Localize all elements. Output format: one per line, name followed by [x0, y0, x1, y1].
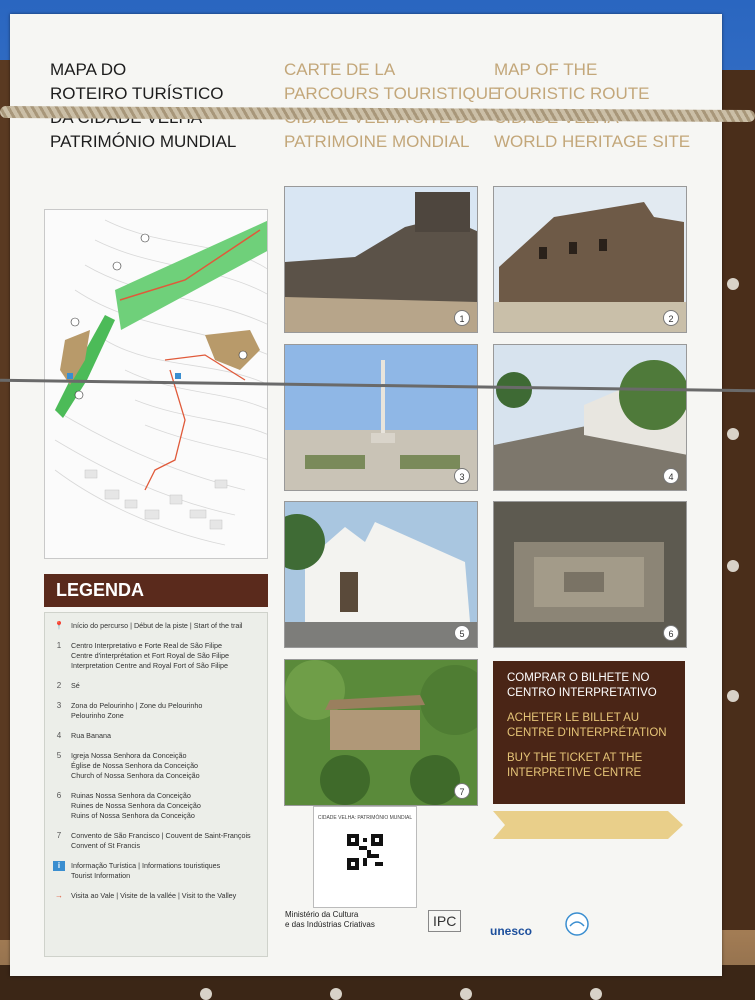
bolt	[200, 988, 212, 1000]
arrow-band-icon	[493, 811, 683, 839]
fort-footprint	[205, 330, 260, 370]
ticket-text-fr: ACHETER LE BILLET AU CENTRE D'INTERPRÉTATION	[507, 712, 667, 739]
ministry-logo: Ministério da Cultura e das Indústrias Criativas	[285, 910, 375, 929]
legend-item: 7 Convento de São Francisco | Couvent de Saint-François Convent of St Francis	[56, 831, 251, 850]
ticket-text-en: BUY THE TICKET AT THE INTERPRETIVE CENTRE	[507, 752, 643, 779]
legend-item-valley: → Visita ao Vale | Visite de la vallée | Visit to the Valley	[55, 891, 237, 900]
legend-item: 1 Centro Interpretativo e Forte Real de São Filipe Centre d'interprétation et Fort Royal de São Filipe Interpretation Centre and Royal Fort of São Filipe	[56, 641, 229, 670]
legend-panel	[44, 612, 268, 957]
title-french: CARTE DE LA PARCOURS TOURISTIQUE PATRIMOINE MONDIAL	[284, 60, 500, 151]
photo-number: 3	[454, 468, 470, 484]
legend-item: 5 Igreja Nossa Senhora da Conceição Église de Nossa Senhora da Conceição Church of Nossa Senhora da Conceição	[56, 751, 200, 780]
bolt	[727, 560, 739, 572]
photo-church-ruins	[493, 501, 687, 648]
bolt	[727, 690, 739, 702]
photo-number: 2	[663, 310, 679, 326]
photo-convent	[284, 659, 478, 806]
photo-number: 6	[663, 625, 679, 641]
legend-item: 4 Rua Banana	[56, 731, 111, 740]
bolt	[590, 988, 602, 1000]
unesco-logo: unesco	[490, 924, 533, 938]
title-portuguese: MAPA DO ROTEIRO TURÍSTICO PATRIMÓNIO MUNDIAL	[50, 60, 237, 151]
qr-caption: CIDADE VELHA: PATRIMÓNIO MUNDIAL	[317, 815, 413, 821]
arrow-icon: →	[55, 891, 63, 900]
legend-item: 3 Zona do Pelourinho | Zone du Pelourinho Pelourinho Zone	[56, 701, 203, 720]
bolt	[330, 988, 342, 1000]
title-english: MAP OF THE TOURISTIC ROUTE WORLD HERITAGE SITE	[494, 60, 691, 151]
information-board	[10, 14, 722, 976]
legend-item: 6 Ruinas Nossa Senhora da Conceição Ruines de Nossa Senhora da Conceição Ruins of Nossa Senhora da Conceição	[56, 791, 201, 820]
photo-pelourinho	[284, 344, 478, 491]
legend-item: 2 Sé	[56, 681, 80, 690]
info-icon: i	[53, 861, 65, 871]
qr-card	[313, 806, 417, 908]
photo-number: 1	[454, 310, 470, 326]
heritage-emblem-icon	[565, 912, 589, 936]
wooden-post-right	[718, 70, 755, 930]
legend-heading: LEGENDA	[44, 574, 268, 607]
qr-code-icon	[347, 834, 383, 870]
legend-item: 📍 Início do percurso | Début de la piste | Start of the trail	[54, 621, 243, 630]
bolt	[727, 428, 739, 440]
photo-number: 7	[454, 783, 470, 799]
legend-item-info: i Informação Turística | Informations touristiques Tourist Information	[53, 861, 261, 881]
bolt	[460, 988, 472, 1000]
bolt	[727, 278, 739, 290]
ticket-text-pt: COMPRAR O BILHETE NO CENTRO INTERPRETATIVO	[507, 672, 657, 699]
photo-number: 4	[663, 468, 679, 484]
photo-number: 5	[454, 625, 470, 641]
photo-cathedral-ruins	[493, 186, 687, 333]
photo-fort	[284, 186, 478, 333]
photo-church	[284, 501, 478, 648]
photo-rua-banana	[493, 344, 687, 491]
ticket-panel	[493, 661, 685, 804]
ipc-logo: IPC	[428, 910, 461, 932]
